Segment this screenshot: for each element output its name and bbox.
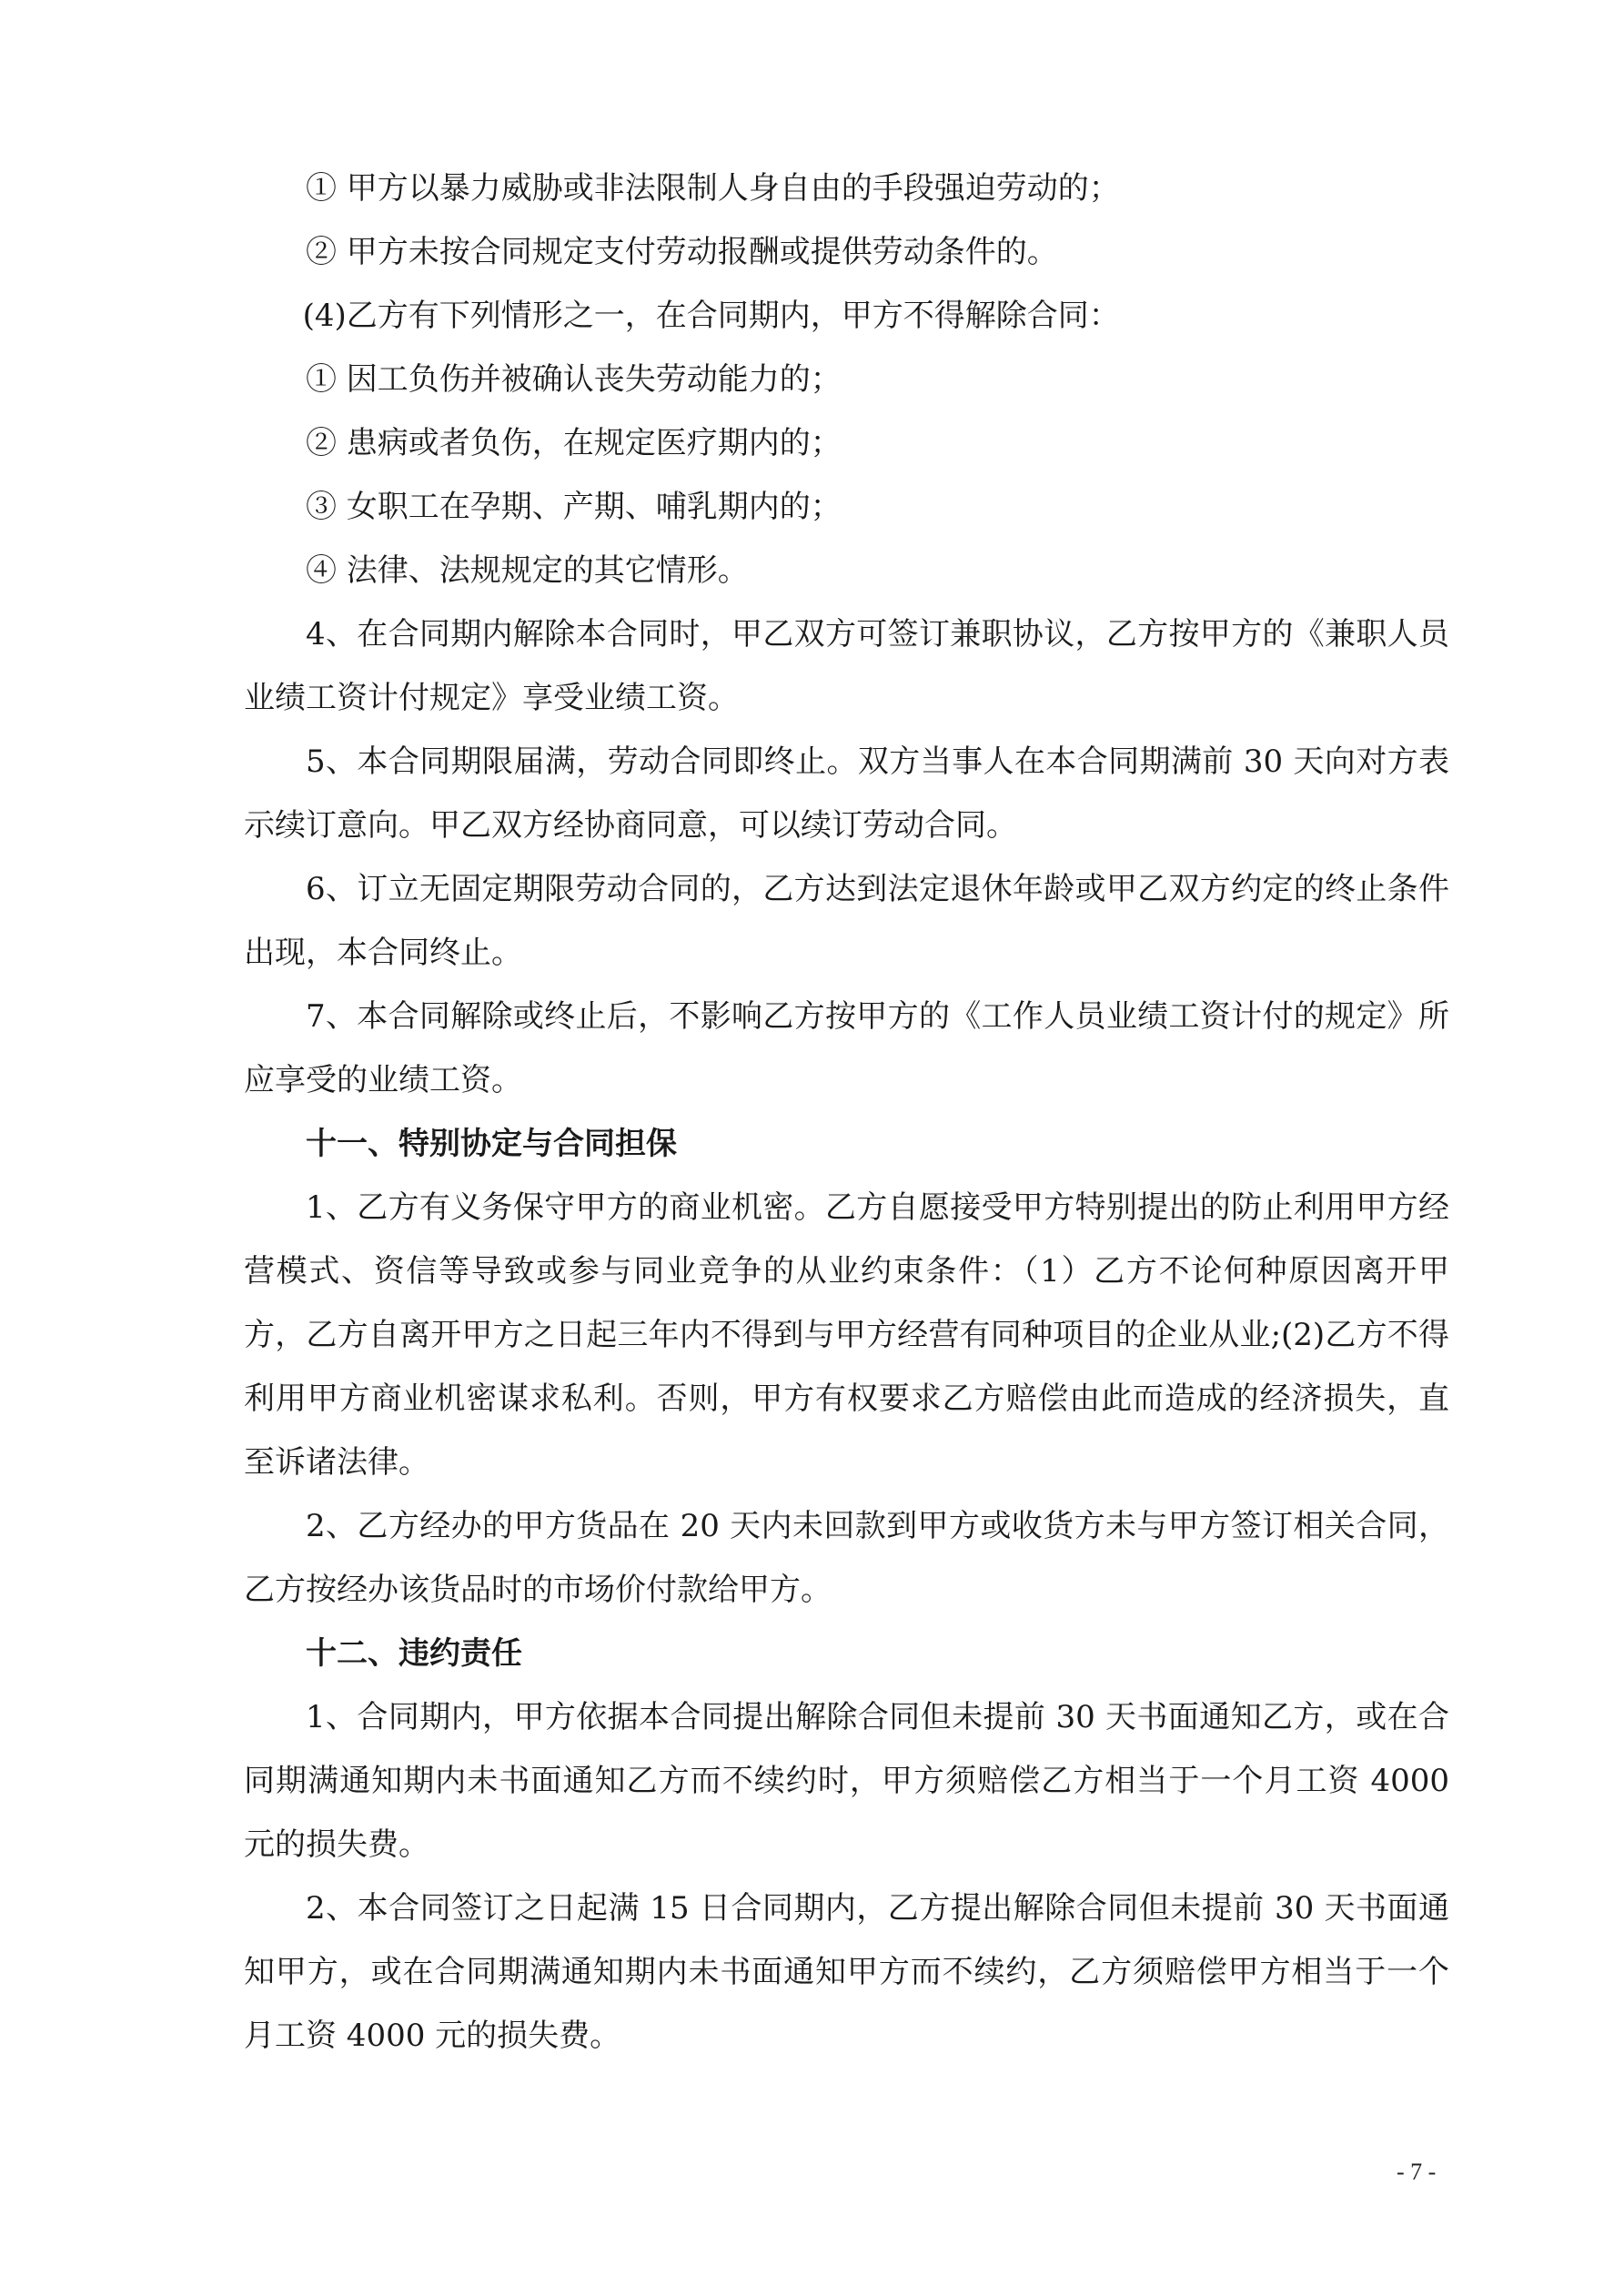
paragraph-7: 7、本合同解除或终止后，不影响乙方按甲方的《工作人员业绩工资计付的规定》所应享受的业绩工资。 bbox=[244, 998, 1449, 1098]
section-12-clause-2: 2、本合同签订之日起满 15 日合同期内，乙方提出解除合同但未提前 30 天书面通知甲方，或在合同期满通知期内未书面通知甲方而不续约，乙方须赔偿甲方相当于一个月工资 4000 元的损失费。 bbox=[244, 1890, 1449, 2054]
clause-line-1: ① 甲方以暴力威胁或非法限制人身自由的手段强迫劳动的； bbox=[306, 170, 1120, 207]
paragraph-6: 6、订立无固定期限劳动合同的，乙方达到法定退休年龄或甲乙双方约定的终止条件出现，本合同终止。 bbox=[244, 871, 1449, 971]
clause-line-2: ② 甲方未按合同规定支付劳动报酬或提供劳动条件的。 bbox=[306, 234, 1058, 270]
clause-line-5: ② 患病或者负伤，在规定医疗期内的； bbox=[306, 425, 842, 461]
page-number: - 7 - bbox=[1397, 2159, 1437, 2185]
clause-line-3: (4)乙方有下列情形之一，在合同期内，甲方不得解除合同： bbox=[302, 298, 1120, 334]
document-body bbox=[244, 157, 1449, 2068]
paragraph-5: 5、本合同期限届满，劳动合同即终止。双方当事人在本合同期满前 30 天向对方表示续订意向。甲乙双方经协商同意，可以续订劳动合同。 bbox=[244, 743, 1449, 844]
clause-line-7: ④ 法律、法规规定的其它情形。 bbox=[306, 552, 749, 589]
section-12-heading: 十二、违约责任 bbox=[306, 1635, 522, 1672]
section-11-clause-2: 2、乙方经办的甲方货品在 20 天内未回款到甲方或收货方未与甲方签订相关合同，乙方按经办该货品时的市场价付款给甲方。 bbox=[244, 1508, 1449, 1608]
clause-line-6: ③ 女职工在孕期、产期、哺乳期内的； bbox=[306, 489, 842, 525]
section-12-clause-1: 1、合同期内，甲方依据本合同提出解除合同但未提前 30 天书面通知乙方，或在合同期满通知期内未书面通知乙方而不续约时，甲方须赔偿乙方相当于一个月工资 4000 元的损失费。 bbox=[244, 1699, 1449, 1863]
section-11-clause-1: 1、乙方有义务保守甲方的商业机密。乙方自愿接受甲方特别提出的防止利用甲方经营模式、资信等导致或参与同业竞争的从业约束条件：（1）乙方不论何种原因离开甲方，乙方自离开甲方之日起三年内不得到与甲方经营有同种项目的企业从业;(2)乙方不得利用甲方商业机密谋求私利。否则，甲方有权要求乙方赔偿由此而造成的经济损失，直至诉诸法律。 bbox=[244, 1189, 1449, 1481]
clause-line-4: ① 因工负伤并被确认丧失劳动能力的； bbox=[306, 361, 842, 398]
section-11-heading: 十一、特别协定与合同担保 bbox=[306, 1126, 677, 1162]
paragraph-4: 4、在合同期内解除本合同时，甲乙双方可签订兼职协议，乙方按甲方的《兼职人员业绩工资计付规定》享受业绩工资。 bbox=[244, 616, 1449, 716]
